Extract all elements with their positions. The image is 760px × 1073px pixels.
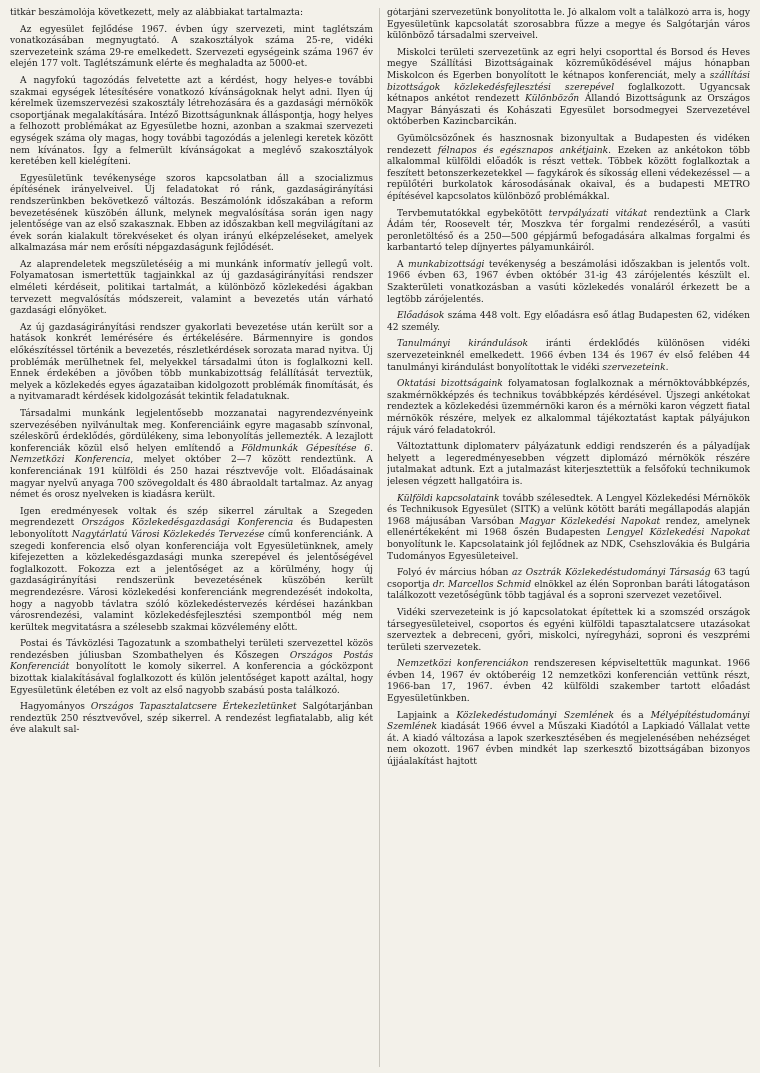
- text-span: 63 tagú csoportja: [387, 568, 750, 590]
- italic-text-span: az Osztrák Közlekedéstudományi Társaság: [511, 568, 711, 579]
- text-span: rendszeresen képviseltettük magunkat. 1966 évben 14, 1967 év októberéig 12 nemzetközi konferencián vettünk részt, 1966-ban 17, 1967. évben 42 külföldi szakember tartott előadást Egyesületünkben.: [387, 659, 750, 705]
- paragraph: [10, 25, 373, 71]
- text-span: A: [397, 259, 409, 270]
- paragraph: [10, 76, 373, 169]
- paragraph: [387, 442, 750, 488]
- text-span: titkár beszámolója következett, mely az alábbiakat tartalmazta:: [10, 8, 304, 18]
- paragraph: [387, 48, 750, 129]
- text-span: Vidéki szervezeteink is jó kapcsolatokat építettek ki a szomszéd országok társegyesületeivel, csoportos és egyéni külföldi tapasztalatcsere utazásokat szerveztek a debreceni, győri, miskolci, nyíregyházi, soproni és veszprémi területi szervezetek.: [387, 607, 750, 653]
- text-span: Társadalmi munkánk legjelentősebb mozzanatai nagyrendezvényeink szervezésében nyilvánultak meg. Konferenciáink egyre magasabb színvonal, széleskörű érdeklődés, gördülékeny, sima lebonyolítás jellemezték. A lezajlott konferenciák közül első helyen említendő a: [10, 409, 373, 454]
- text-span: iránti érdeklődés különösen vidéki szervezeteinknél emelkedett. 1966 évben 134 és 1967 év első felében 44 tanulmányi kirándulást bonyolítottak le vidéki: [387, 339, 750, 373]
- paragraph: [387, 311, 750, 334]
- italic-text-span: Nagytárlatú Városi Közlekedés Tervezése: [71, 529, 265, 540]
- text-span: Hagyományos: [20, 702, 91, 713]
- paragraph: [10, 323, 373, 404]
- italic-text-span: Nemzetközi konferenciákon: [397, 659, 529, 670]
- paragraph: [10, 174, 373, 255]
- paragraph: [387, 339, 750, 374]
- text-span: száma 448 volt. Egy előadásra eső átlag Budapesten 62, vidéken 42 személy.: [387, 311, 750, 333]
- italic-text-span: Külföldi kapcsolataink: [397, 493, 500, 504]
- paragraph: [10, 639, 373, 697]
- text-span: Folyó év március hóban: [397, 568, 512, 579]
- text-span: Az új gazdaságirányítási rendszer gyakorlati bevezetése után került sor a hatások konkrét lemérésére és értékelésére. Bármennyire is gondos előkészítéssel történik a bevezetés, részletkérdések sorozata marad nyitva. Új problémák merülhetnek fel, melyekkel társadalmi úton is foglalkozni kell. Ennek érdekében a jövőben több munkabizottság felállítását terveztük, melyek a közlekedés egyes ágazataiban kidolgozott problémák finomítását, és a nyitvamaradt kérdések kidolgozását tekintik feladatuknak.: [10, 322, 373, 403]
- italic-text-span: félnapos és egésznapos ankétjaink: [437, 145, 609, 156]
- paragraph: [387, 134, 750, 204]
- italic-text-span: Közlekedéstudományi Szemlének: [456, 710, 615, 721]
- paragraph: [10, 8, 373, 20]
- text-span: elnökkel az élén Sopronban baráti látogatáson találkozott vezetőségünk több tagjával és a soproni szervezet vezetőivel.: [387, 579, 750, 602]
- italic-text-span: Országos Közlekedésgazdasági Konferencia: [81, 518, 294, 529]
- italic-text-span: Tanulmányi kirándulások: [397, 339, 528, 350]
- text-span: kiadását 1966 évvel a Műszaki Kiadótól a Lapkiadó Vállalat vette át. A kiadó változása a lapok szerkesztésében és megjelenésében nehézséget nem okozott. 1967 évben mindkét lap szerkesztő bizottságában bizonyos újjáalakítást hajtott: [387, 722, 750, 768]
- paragraph: [10, 507, 373, 635]
- paragraph: [387, 209, 750, 255]
- text-span: Állandó Bizottságunk az Országos Magyar Bányászati és Kohászati Egyesület borsodmegyei Szervezetével októberben Kazincbarcikán.: [387, 94, 750, 128]
- paragraph: [387, 608, 750, 654]
- paragraph: [387, 494, 750, 564]
- text-span: Gyümölcsözőnek és hasznosnak bizonyultak a Budapesten és vidéken rendezett: [387, 133, 750, 156]
- italic-text-span: munkabizottsági: [408, 259, 485, 270]
- text-span: foglalkozott. Ugyancsak kétnapos ankétot rendezett: [387, 82, 750, 105]
- paragraph: [10, 702, 373, 737]
- text-span: tevékenység a beszámolási időszakban is jelentős volt. 1966 évben 63, 1967 évben októbér 31-ig 43 zárójelentés készült el. Szakterületi vonatkozásban a vasúti közlekedés vonaláról érkezett be a legtöbb zárójelentés.: [387, 259, 750, 305]
- text-span: bonyolítunk le. Kapcsolataink jól fejlődnek az NDK, Csehszlovákia és Bulgária Tudományos Egyesületeivel.: [387, 539, 750, 562]
- text-span: rendeztünk a Clark Ádám tér, Roosevelt tér, Moszkva tér forgalmi rendezéséről, a vasúti peronletöltéső és a 250—500 gépjármű befogadására alkalmas forgalmi és karbantartó telep díjnyertes pályamunkáiról.: [387, 208, 750, 254]
- text-span: gótarjáni szervezetünk bonyolította le. Jó alkalom volt a találkozó arra is, hogy Egyesületünk kapcsolatát szorosabbra fűzze a megye és Salgótarján város különböző társadalmi szerveivel.: [387, 8, 750, 42]
- italic-text-span: dr. Marcellos Schmid: [432, 579, 532, 590]
- paragraph: [387, 659, 750, 705]
- text-span: tovább szélesedtek. A Lengyel Közlekedési Mérnökök és Technikusok Egyesület (SITK) a velünk kötött baráti megállapodás alapján 1968 májusában Varsóban: [387, 493, 750, 527]
- text-span: bonyolított le komoly sikerrel. A konferencia a gócközpont bizottak kialakításával foglalkozott és külön jelentőséget kapott azáltal, hogy Egyesületünk életében ez volt az első nagyobb szabású posta találkozó.: [10, 662, 373, 696]
- italic-text-span: Országos Postás Konferenciát: [10, 650, 373, 673]
- text-span: Tervbemutatókkal egybekötött: [397, 208, 549, 219]
- italic-text-span: Országos Tapasztalatcsere Értekezletünket: [90, 702, 297, 713]
- italic-text-span: Magyar Közlekedési Napokat: [519, 516, 661, 527]
- paragraph: [387, 568, 750, 603]
- text-span: .: [665, 362, 669, 373]
- text-span: , melyet október 2—7 között rendeztünk. A konferenciának 191 külföldi és 250 hazai résztvevője volt. Előadásainak magyar nyelvű anyaga 700 szövegoldalt és 480 ábraoldalt tartalmaz. Az anyag német és orosz nyelveken is kiadásra került.: [10, 455, 373, 501]
- italic-text-span: Oktatási bizottságaink: [397, 379, 503, 390]
- text-span: Lapjaink a: [397, 710, 457, 721]
- text-span: Változtattunk diplomaterv pályázatunk eddigi rendszerén és a pályadíjak helyett a legeredményesebben végzett diplomázó mérnökök részére jutalmakat adtunk. Ezt a jutalmazást kiterjesztettük a felsőfokú technikumok jelesen végzett hallgatóira is.: [387, 442, 750, 487]
- text-span: Az egyesület fejlődése 1967. évben úgy szervezeti, mint taglétszám vonatkozásában megnyugtató. A szakosztályok száma 25-re, vidéki szervezeteink száma 29-re emelkedett. Szervezeti egységeink száma 1967 év elején 177 volt. Taglétszámunk elérte és meghaladta az 5000-et.: [10, 24, 373, 70]
- italic-text-span: Mélyépítéstudományi Szemlének: [387, 710, 750, 733]
- italic-text-span: Földmunkák Gépesítése 6. Nemzetközi Konferencia: [10, 443, 373, 466]
- text-span: Miskolci területi szervezetünk az egri helyi csoporttal és Borsod és Heves megye Szállítási Bizottságainak közreműködésével május hónapban Miskolcon és Egerben bonyolított le kétnapos konferenciát, mely a: [387, 47, 750, 81]
- paragraph: [10, 409, 373, 502]
- text-span: A nagyfokú tagozódás felvetette azt a kérdést, hogy helyes-e további szakmai egységek létesítésére vonatkozó kívánságoknak helyt adni. Ilyen új kérelmek üzemszervezési szakosztály létrehozására és a gazdasági mérnökök csoportjának megalakítására. Intéző Bizottságunknak álláspontja, hogy helyes a felhozott problémákat az Egyesületbe hozni, azonban a szakmai szervezeti egységek száma oly magas, hogy további tagozódás a jelenlegi keretek között nem kívánatos. Így a felmerült kívánságokat a meglévő szakosztályok keretében kell kielégíteni.: [10, 75, 373, 168]
- left-text-column: [10, 8, 373, 1073]
- italic-text-span: Előadások: [397, 311, 445, 322]
- paragraph: [387, 711, 750, 769]
- text-span: rendez, amelynek ellenértékeként mi 1968 őszén Budapesten: [387, 516, 750, 539]
- text-span: Egyesületünk tevékenysége szoros kapcsolatban áll a szocializmus építésének irányelveivel. Új feladatokat ró ránk, gazdaságirányítási rendszerünkben bekövetkező változás. Beszámolónk időszakában a reform bevezetésének küszöbén állunk, melynek megvalósítása során igen nagy jelentősége van az első szakasznak. Ebben az időszakban kell megvilágítani az évek során kialakult törekvéseket és olyan irányú elképzeléseket, amelyek alkalmazása már nem erősíti népgazdaságunk fejlődését.: [10, 173, 373, 254]
- right-text-column: [387, 8, 750, 1073]
- column-divider: [379, 8, 380, 1067]
- paragraph: [387, 8, 750, 43]
- italic-text-span: szállítási bizottságok közlekedésfejlesztési szerepével: [387, 70, 750, 93]
- text-span: folyamatosan foglalkoznak a mérnöktovábbképzés, szakmérnökképzés és technikus továbbképzés kérdésével. Újszegi ankétokat rendeztek a közlekedési üzemmérnöki karon és a mérnöki karon végzett fiatal mérnökök részére, melyek ez alkalommal tájékoztatást kaptak pályájukon rájuk váró feladatokról.: [387, 379, 750, 436]
- italic-text-span: tervpályázati vitákat: [548, 208, 648, 219]
- paragraph: [387, 379, 750, 437]
- italic-text-span: Lengyel Közlekedési Napokat: [606, 528, 750, 539]
- text-span: . Ezeken az ankétokon több alkalommal külföldi előadók is részt vettek. Többek között foglalkoztak a feszített betonszerkezetekkel — fagykárok és síkosság elleni védekezéssel — a repülőtéri burkolatok károsodásának okaival, és a budapesti METRO építésével kapcsolatos különböző problémákkal.: [387, 145, 750, 202]
- text-span: Igen eredményesek voltak és szép sikerrel zárultak a Szegeden megrendezett: [10, 506, 373, 529]
- text-span: Postai és Távközlési Tagozatunk a szombathelyi területi szervezettel közös rendezésben júliusban Szombathelyen és Kőszegen: [10, 639, 373, 661]
- text-span: című konferenciánk. A szegedi konferencia első olyan konferenciája volt Egyesületünknek, amely kifejezetten a közlekedésgazdasági munka szerepével és jelentőségével foglalkozott. Fokozza ezt a jelentőséget az a körülmény, hogy új gazdaságirányítási rendszerünk bevezetésének küszöbén került megrendezésre. Városi közlekedési konferenciánk megrendezését indokolta, hogy a nagyobb távlatra szóló közlekedéstervezés kérdései hazánkban városrendezési, valamint közlekedésfejlesztési szempontból még nem kerültek megvitatásra a szélesebb szakmai közvélemény előtt.: [10, 529, 373, 633]
- text-span: és Budapesten lebonyolított: [10, 518, 373, 540]
- text-span: és a: [614, 710, 651, 721]
- italic-text-span: szervezeteink: [602, 362, 666, 373]
- italic-text-span: Különbözőn: [525, 94, 580, 105]
- text-span: Salgótarjánban rendeztük 250 résztvevővel, szép sikerrel. A rendezést legfiatalabb, alig két éve alakult sal-: [10, 702, 373, 736]
- paragraph: [10, 260, 373, 318]
- text-span: Az alaprendeletek megszületéséig a mi munkánk informatív jellegű volt. Folyamatosan ismertettük tagjainkkal az új gazdaságirányítási rendszer elméleti kérdéseit, politikai tartalmát, a különböző közlekedési ágakban tervezett megvalósítás módszereit, valamint a bevezetés után várható gazdasági előnyöket.: [10, 259, 373, 317]
- paragraph: [387, 260, 750, 306]
